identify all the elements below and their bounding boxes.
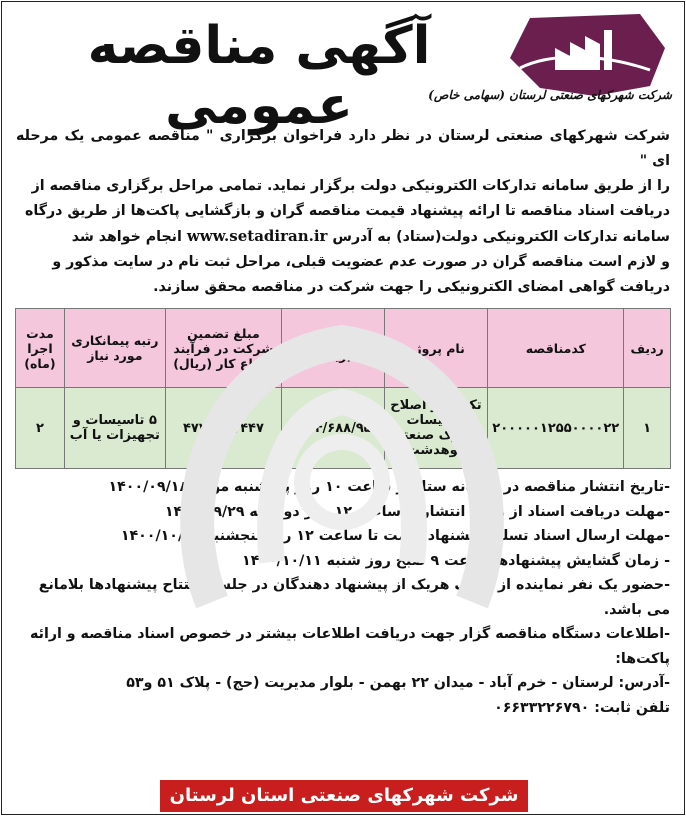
cell-estimate-amount: ۹/۴۴۴/۶۸۸/۹۵۹ [282, 388, 385, 469]
intro-line: دریافت اسناد مناقصه تا ارائه پیشنهاد قیمت مناقصه گران و بازگشایی پاکت‌ها از طریق درگاه [25, 203, 670, 219]
detail-submission-deadline: -مهلت ارسال اسناد تسلیم پیشنهاد قیمت تا ساعت ۱۲ روز پنجشنبه ۱۴۰۰/۱۰/۰۹ [120, 528, 670, 544]
header-row-number: ردیف [624, 309, 671, 388]
detail-phone: تلفن ثابت: ۰۶۶۳۳۲۲۶۷۹۰ [494, 699, 670, 716]
detail-attendance-cont: می باشد. [603, 601, 670, 618]
intro-line: و لازم است مناقصه گران در صورت عدم عضویت قبلی، مراحل ثبت نام در سایت مذکور و [52, 254, 670, 270]
cell-row-number: ۱ [624, 388, 671, 469]
cell-project-name: تکمیل و اصلاح تاسیسات شهرک صنعتی کوهدشت [384, 388, 488, 469]
intro-line: شرکت شهرکهای صنعتی لرستان در نظر دارد فراخوان برگزاری " مناقصه عمومی یک مرحله ای " [16, 128, 670, 169]
details-list [2, 469, 684, 720]
cell-duration: ۲ [16, 388, 65, 469]
intro-line-text: انجام خواهد شد [71, 229, 182, 245]
setadiran-website-link[interactable]: www.setadiran.ir [186, 227, 328, 245]
header-duration: مدت اجرا (ماه) [16, 309, 65, 388]
detail-opening-time: - زمان گشایش پیشنهادها ساعت ۹ صبح روز شنبه ۱۴۰۰/۱۰/۱۱ [242, 552, 670, 569]
intro-line: را از طریق سامانه تدارکات الکترونیکی دولت برگزار نماید. تمامی مراحل برگزاری مناقصه از [31, 178, 670, 194]
header-estimate-amount: مبلغ برآورد (ریال) [282, 309, 385, 388]
table-header-row [16, 309, 671, 388]
detail-contact-info-cont: پاکت‌ها: [615, 650, 670, 667]
intro-paragraph [2, 124, 684, 300]
detail-document-deadline: -مهلت دریافت اسناد از زمان انتشار تا ساعت ۱۲ روز دوشنبه ۱۴۰۰/۰۹/۲۹ [164, 503, 670, 520]
detail-attendance: -حضور یک نفر نماینده از طرف هریک از پیشنهاد دهندگان در جلسه افتتاح پیشنهادها بلامانع [38, 577, 670, 593]
cell-guarantee-amount: ۴۷۲/۲۳۴/۴۴۷ [165, 388, 281, 469]
cell-contractor-rank: ۵ تاسیسات و تجهیزات یا آب [64, 388, 165, 469]
intro-line-text: سامانه تدارکات الکترونیکی دولت(ستاد) به آدرس [332, 229, 670, 245]
intro-line: دریافت گواهی امضای الکترونیکی را جهت شرکت در مناقصه محقق سازند. [153, 279, 670, 295]
company-name-script: شرکت شهرکهای صنعتی لرستان (سهامی خاص) [428, 88, 672, 102]
tender-notice-page [1, 1, 685, 815]
tender-table [15, 308, 671, 469]
detail-address: -آدرس: لرستان - خرم آباد - میدان ۲۲ بهمن - بلوار مدیریت (حج) - پلاک ۵۱ و۵۳ [126, 675, 670, 691]
detail-contact-info: -اطلاعات دستگاه مناقصه گزار جهت دریافت اطلاعات بیشتر در خصوص اسناد مناقصه و ارائه [30, 626, 670, 642]
table-row [16, 388, 671, 469]
header-guarantee-amount: مبلغ تضمین شرکت در فرآیند ارجاع کار (ریال) [165, 309, 281, 388]
page-title: آگهی مناقصه عمومی [87, 16, 431, 136]
header-tender-code: کدمناقصه [488, 309, 624, 388]
header [2, 2, 684, 136]
intro-line [16, 224, 670, 250]
header-project-name: نام پروژه [384, 309, 488, 388]
footer-company-banner: شرکت شهرکهای صنعتی استان لرستان [160, 780, 528, 812]
cell-tender-code: ۲۰۰۰۰۰۱۲۵۵۰۰۰۰۲۲ [488, 388, 624, 469]
detail-publish-date: -تاریخ انتشار مناقصه در سامانه ستاد از ساعت ۱۰ روز پنجشنبه مورخ ۱۴۰۰/۰۹/۱۸ [108, 479, 670, 495]
header-contractor-rank: رتبه پیمانکاری مورد نیاز [64, 309, 165, 388]
